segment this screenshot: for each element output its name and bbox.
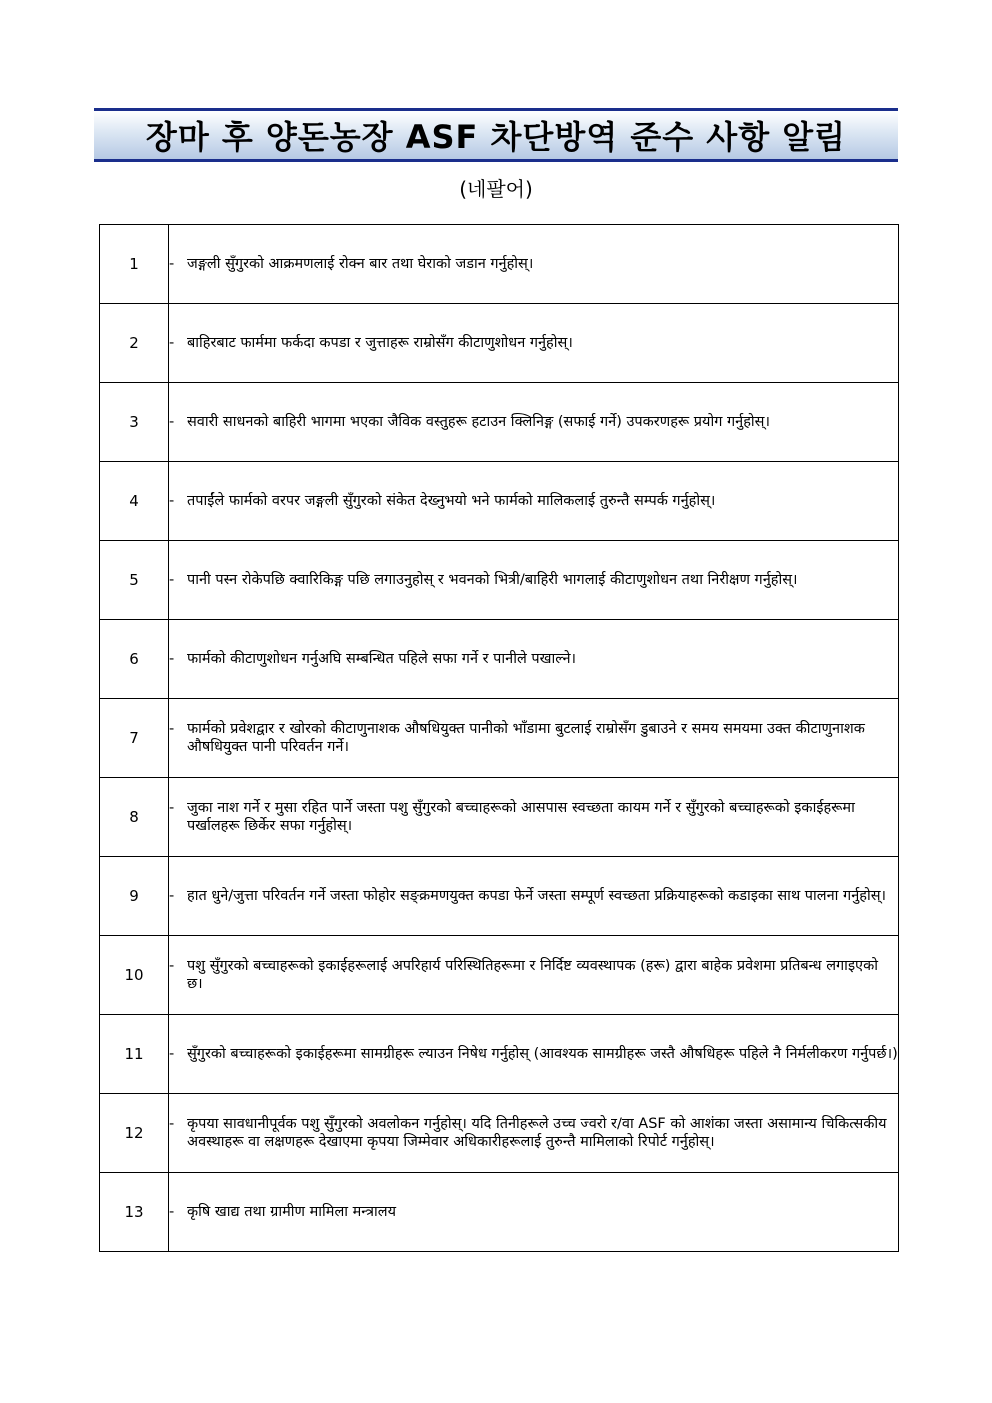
row-content [169,541,899,620]
table-row [100,778,899,857]
list-item [169,1045,898,1063]
row-content [169,462,899,541]
list-item [169,334,898,352]
page-title: 장마 후 양돈농장 ASF 차단방역 준수 사항 알림 [145,118,847,156]
bullet-dash: - [169,572,175,588]
list-item [169,887,898,905]
table-row [100,462,899,541]
notice-text: तपाईंले फार्मको वरपर जङ्गली सुँगुरको संकेत देख्नुभयो भने फार्मको मालिकलाई तुरुन्तै सम्पर्क गर्नुहोस्। [187,493,716,509]
table-row [100,936,899,1015]
row-number: 13 [100,1173,169,1252]
table-row [100,383,899,462]
bullet-dash: - [169,721,175,737]
notice-text: हात धुने/जुत्ता परिवर्तन गर्ने जस्ता फोहोर सङ्क्रमणयुक्त कपडा फेर्ने जस्ता सम्पूर्ण स्वच्छता प्रक्रियाहरूको कडाइका साथ पालना गर्नुहोस्। [187,888,887,904]
bullet-dash: - [169,800,175,816]
bullet-dash: - [169,651,175,667]
table-row [100,541,899,620]
table-row [100,620,899,699]
table-row [100,1094,899,1173]
bullet-dash: - [169,958,175,974]
list-item [169,650,898,668]
row-number: 12 [100,1094,169,1173]
table-row [100,304,899,383]
row-content [169,778,899,857]
row-number: 10 [100,936,169,1015]
notice-text: बाहिरबाट फार्ममा फर्कदा कपडा र जुत्ताहरू राम्रोसँग कीटाणुशोधन गर्नुहोस्। [187,335,573,351]
bullet-dash: - [169,888,175,904]
row-number: 11 [100,1015,169,1094]
row-number: 8 [100,778,169,857]
notice-text: जङ्गली सुँगुरको आक्रमणलाई रोक्न बार तथा घेराको जडान गर्नुहोस्। [187,256,534,272]
row-content [169,857,899,936]
table-row [100,1015,899,1094]
table-row [100,857,899,936]
title-banner [94,108,898,162]
row-content [169,1173,899,1252]
list-item [169,1203,898,1221]
row-content [169,936,899,1015]
notice-text: कृषि खाद्य तथा ग्रामीण मामिला मन्त्रालय [187,1204,397,1220]
notice-text: फार्मको कीटाणुशोधन गर्नुअघि सम्बन्धित पहिले सफा गर्ने र पानीले पखाल्ने। [187,651,577,667]
table-row [100,1173,899,1252]
list-item [169,255,898,273]
notice-text: सवारी साधनको बाहिरी भागमा भएका जैविक वस्तुहरू हटाउन क्लिनिङ्ग (सफाई गर्ने) उपकरणहरू प्रयोग गर्नुहोस्। [187,414,770,430]
row-content [169,1094,899,1173]
bullet-dash: - [169,1116,175,1132]
row-number: 9 [100,857,169,936]
notice-text: पशु सुँगुरको बच्चाहरूको इकाईहरूलाई अपरिहार्य परिस्थितिहरूमा र निर्दिष्ट व्यवस्थापक (हरू) द्वारा बाहेक प्रवेशमा प्रतिबन्ध लगाइएको छ। [187,958,878,992]
row-content [169,225,899,304]
notice-text: फार्मको प्रवेशद्वार र खोरको कीटाणुनाशक औषधियुक्त पानीको भाँडामा बुटलाई राम्रोसँग डुबाउने र समय समयमा उक्त कीटाणुनाशक औषधियुक्त पानी परिवर्तन गर्ने। [187,721,865,755]
row-content [169,304,899,383]
bullet-dash: - [169,1204,175,1220]
list-item [169,492,898,510]
row-number: 6 [100,620,169,699]
row-content [169,1015,899,1094]
row-number: 1 [100,225,169,304]
notice-text: सुँगुरको बच्चाहरूको इकाईहरूमा सामग्रीहरू ल्याउन निषेध गर्नुहोस् (आवश्यक सामग्रीहरू जस्तै औषधिहरू पहिले नै निर्मलीकरण गर्नुपर्छ।) [187,1046,898,1062]
notice-text: जुका नाश गर्ने र मुसा रहित पार्ने जस्ता पशु सुँगुरको बच्चाहरूको आसपास स्वच्छता कायम गर्ने र सुँगुरको बच्चाहरूको इकाईहरूमा पर्खालहरू छिर्केर सफा गर्नुहोस्। [187,800,855,834]
list-item [169,957,898,993]
row-number: 3 [100,383,169,462]
row-number: 7 [100,699,169,778]
bullet-dash: - [169,256,175,272]
list-item [169,571,898,589]
list-item [169,799,898,835]
table-row [100,699,899,778]
list-item [169,720,898,756]
bullet-dash: - [169,493,175,509]
table-row [100,225,899,304]
row-number: 2 [100,304,169,383]
bullet-dash: - [169,414,175,430]
notice-text: कृपया सावधानीपूर्वक पशु सुँगुरको अवलोकन गर्नुहोस्। यदि तिनीहरूले उच्च ज्वरो र/वा ASF को आशंका जस्ता असामान्य चिकित्सकीय अवस्थाहरू वा लक्षणहरू देखाएमा कृपया जिम्मेवार अधिकारीहरूलाई तुरुन्तै मामिलाको रिपोर्ट गर्नुहोस्। [187,1116,887,1150]
row-content [169,383,899,462]
page-subtitle: (네팔어) [459,177,533,201]
bullet-dash: - [169,335,175,351]
row-number: 4 [100,462,169,541]
row-content [169,699,899,778]
list-item [169,1115,898,1151]
notice-table [99,224,899,1252]
bullet-dash: - [169,1046,175,1062]
list-item [169,413,898,431]
row-content [169,620,899,699]
notice-text: पानी पस्न रोकेपछि क्वारिकिङ्ग पछि लगाउनुहोस् र भवनको भित्री/बाहिरी भागलाई कीटाणुशोधन तथा निरीक्षण गर्नुहोस्। [187,572,798,588]
row-number: 5 [100,541,169,620]
